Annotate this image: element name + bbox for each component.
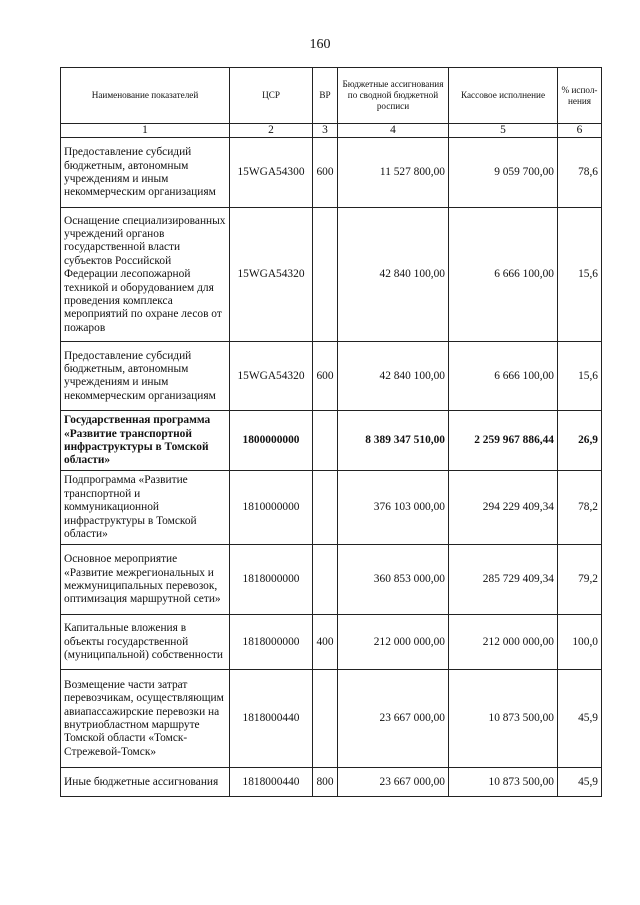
header-vr: ВР — [313, 68, 338, 124]
column-number: 2 — [230, 124, 313, 138]
row-percent: 79,2 — [558, 545, 602, 615]
column-number: 1 — [61, 124, 230, 138]
table-row — [61, 545, 602, 615]
row-name: Иные бюджетные ассигнования — [61, 768, 230, 797]
row-percent: 15,6 — [558, 342, 602, 411]
table-row — [61, 670, 602, 768]
row-percent: 78,2 — [558, 471, 602, 545]
table-row-program — [61, 411, 602, 471]
row-csr: 1818000000 — [230, 545, 313, 615]
row-csr: 1800000000 — [230, 411, 313, 471]
row-name: Возмещение части затрат перевозчикам, осуществляющим авиапассажирские перевозки на внутриобластном маршруте Томской области «Томск-Стрежевой-Томск» — [61, 670, 230, 768]
row-name: Государственная программа «Развитие транспортной инфраструктуры в Томской области» — [61, 411, 230, 471]
row-cash: 212 000 000,00 — [449, 615, 558, 670]
header-row — [61, 68, 602, 124]
row-cash: 285 729 409,34 — [449, 545, 558, 615]
row-budget: 212 000 000,00 — [338, 615, 449, 670]
row-percent: 45,9 — [558, 768, 602, 797]
row-vr — [313, 545, 338, 615]
row-cash: 294 229 409,34 — [449, 471, 558, 545]
row-budget: 11 527 800,00 — [338, 138, 449, 208]
row-name: Основное мероприятие «Развитие межрегиональных и межмуниципальных перевозок, оптимизация маршрутной сети» — [61, 545, 230, 615]
table-row — [61, 615, 602, 670]
header-cash-execution: Кассовое исполнение — [449, 68, 558, 124]
row-percent: 100,0 — [558, 615, 602, 670]
row-vr: 400 — [313, 615, 338, 670]
row-csr: 1810000000 — [230, 471, 313, 545]
header-csr: ЦСР — [230, 68, 313, 124]
row-name: Предоставление субсидий бюджетным, автономным учреждениям и иным некоммерческим организациям — [61, 342, 230, 411]
row-budget: 23 667 000,00 — [338, 768, 449, 797]
row-budget: 8 389 347 510,00 — [338, 411, 449, 471]
table-row — [61, 208, 602, 342]
table-row — [61, 471, 602, 545]
row-vr — [313, 208, 338, 342]
row-vr: 600 — [313, 342, 338, 411]
row-percent: 26,9 — [558, 411, 602, 471]
row-csr: 1818000000 — [230, 615, 313, 670]
row-csr: 15WGA54300 — [230, 138, 313, 208]
row-cash: 9 059 700,00 — [449, 138, 558, 208]
row-cash: 10 873 500,00 — [449, 768, 558, 797]
row-budget: 376 103 000,00 — [338, 471, 449, 545]
column-number: 6 — [558, 124, 602, 138]
row-vr: 800 — [313, 768, 338, 797]
row-csr: 1818000440 — [230, 768, 313, 797]
row-percent: 15,6 — [558, 208, 602, 342]
row-vr: 600 — [313, 138, 338, 208]
row-name: Подпрограмма «Развитие транспортной и коммуникационной инфраструктуры в Томской области» — [61, 471, 230, 545]
header-budget-allocation: Бюджетные ассигнования по сводной бюджетной росписи — [338, 68, 449, 124]
page-number: 160 — [309, 37, 331, 52]
row-budget: 360 853 000,00 — [338, 545, 449, 615]
row-percent: 78,6 — [558, 138, 602, 208]
row-percent: 45,9 — [558, 670, 602, 768]
row-csr: 15WGA54320 — [230, 342, 313, 411]
column-number: 3 — [313, 124, 338, 138]
row-name: Капитальные вложения в объекты государственной (муниципальной) собственности — [61, 615, 230, 670]
table-row — [61, 138, 602, 208]
row-budget: 42 840 100,00 — [338, 342, 449, 411]
row-cash: 6 666 100,00 — [449, 208, 558, 342]
row-budget: 23 667 000,00 — [338, 670, 449, 768]
header-execution-percent: % испол-нения — [558, 68, 602, 124]
row-csr: 1818000440 — [230, 670, 313, 768]
row-vr — [313, 471, 338, 545]
row-cash: 2 259 967 886,44 — [449, 411, 558, 471]
row-cash: 6 666 100,00 — [449, 342, 558, 411]
header-indicator-name: Наименование показателей — [61, 68, 230, 124]
row-csr: 15WGA54320 — [230, 208, 313, 342]
column-number: 5 — [449, 124, 558, 138]
row-cash: 10 873 500,00 — [449, 670, 558, 768]
column-number: 4 — [338, 124, 449, 138]
table-row — [61, 768, 602, 797]
row-name: Предоставление субсидий бюджетным, автономным учреждениям и иным некоммерческим организациям — [61, 138, 230, 208]
table-row — [61, 342, 602, 411]
budget-execution-table — [60, 67, 602, 797]
row-name: Оснащение специализированных учреждений органов государственной власти субъектов Российской Федерации лесопожарной техникой и оборудованием для проведения комплекса мероприятий по охране лесов от пожаров — [61, 208, 230, 342]
row-vr — [313, 670, 338, 768]
row-budget: 42 840 100,00 — [338, 208, 449, 342]
row-vr — [313, 411, 338, 471]
column-number-row — [61, 124, 602, 138]
